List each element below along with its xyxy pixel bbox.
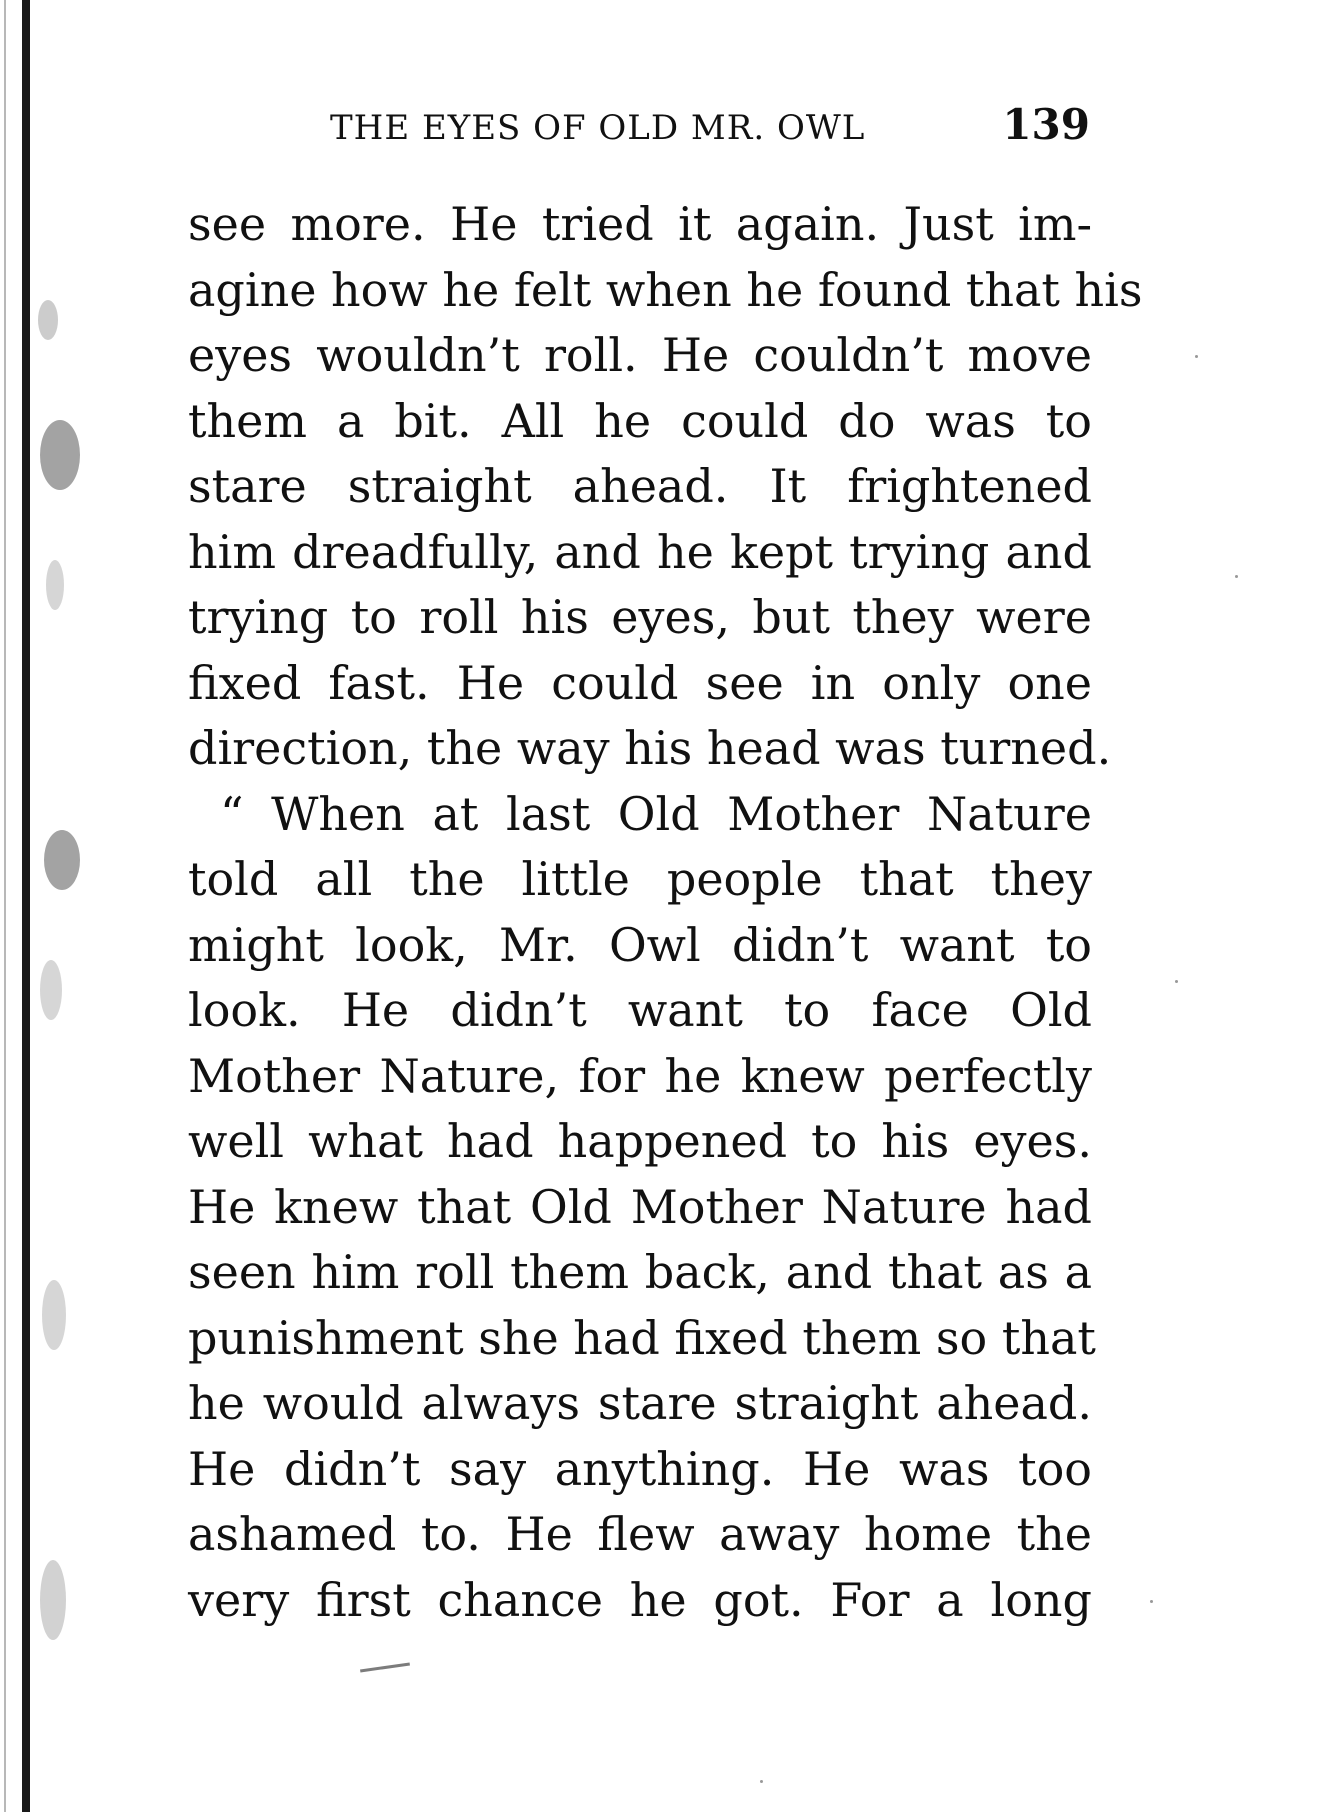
text-line: He knew that Old Mother Nature had [188, 1179, 1092, 1234]
text-line: eyes wouldn’t roll. He couldn’t move [188, 328, 1092, 382]
text-line: well what had happened to his eyes. [188, 1114, 1092, 1168]
scan-dot [1150, 1600, 1153, 1603]
text-line: very first chance he got. For a long [188, 1572, 1092, 1627]
text-line: direction, the way his head was turned. [188, 721, 1112, 775]
binding-edge [0, 0, 110, 1812]
scan-dot [1175, 980, 1178, 983]
text-line: them a bit. All he could do was to [188, 393, 1092, 448]
binding-line [22, 0, 30, 1812]
text-line: see more. He tried it again. Just im- [188, 197, 1092, 251]
text-line: told all the little people that they [188, 852, 1092, 906]
binding-shadow-line [4, 0, 6, 1812]
text-line: he would always stare straight ahead. [188, 1376, 1092, 1430]
text-line: ashamed to. He flew away home the [188, 1507, 1092, 1561]
ink-smudge [360, 1663, 410, 1673]
scan-dot [1235, 575, 1238, 578]
scan-speckle [42, 1280, 66, 1350]
scan-speckle [46, 560, 64, 610]
scan-speckle [40, 1560, 66, 1640]
text-line: might look, Mr. Owl didn’t want to [188, 917, 1092, 972]
text-line: stare straight ahead. It frightened [188, 459, 1092, 513]
text-line: look. He didn’t want to face Old [188, 983, 1092, 1037]
text-line: “ When at last Old Mother Nature [220, 786, 1092, 841]
scan-speckle [40, 960, 62, 1020]
text-line: fixed fast. He could see in only one [188, 655, 1092, 710]
scan-speckle [38, 300, 58, 340]
text-line: seen him roll them back, and that as a [188, 1245, 1092, 1299]
scan-speckle [40, 420, 80, 490]
scan-dot [760, 1780, 763, 1783]
text-line: punishment she had fixed them so that [188, 1310, 1096, 1365]
text-line: him dreadfully, and he kept trying and [188, 524, 1092, 579]
text-line: trying to roll his eyes, but they were [188, 590, 1092, 644]
text-line: He didn’t say anything. He was too [188, 1441, 1092, 1496]
page-number: 139 [1002, 100, 1090, 149]
scan-speckle [44, 830, 80, 890]
scan-dot [1195, 355, 1198, 358]
body-text [188, 192, 1143, 1633]
page-header [190, 100, 1090, 160]
text-line: agine how he felt when he found that his [188, 262, 1143, 317]
text-line: Mother Nature, for he knew perfectly [188, 1048, 1092, 1103]
running-title: THE EYES OF OLD MR. OWL [330, 108, 866, 148]
